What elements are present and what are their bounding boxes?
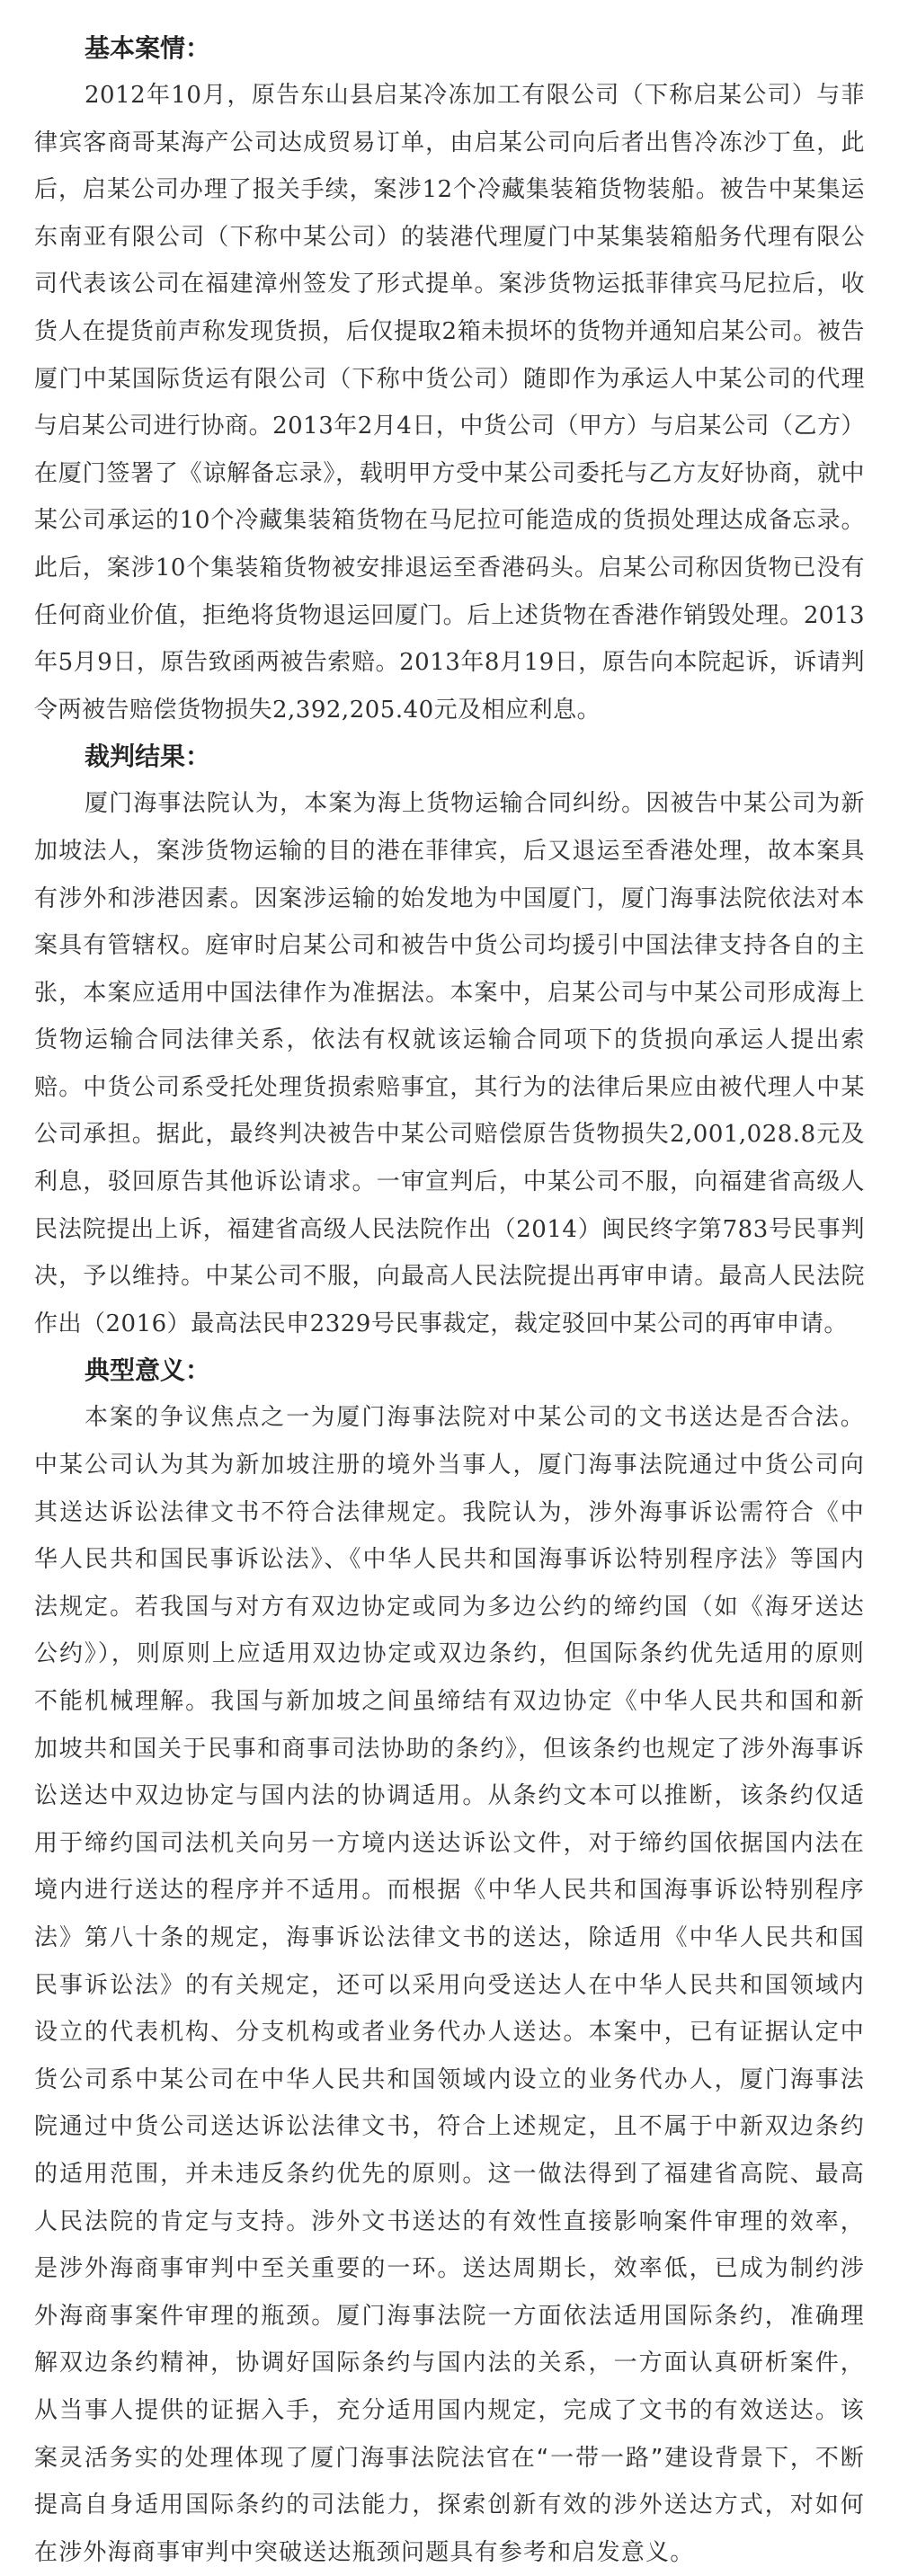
section-text-typical-significance: 本案的争议焦点之一为厦门海事法院对中某公司的文书送达是否合法。中某公司认为其为新加坡注册的境外当事人，厦门海事法院通过中货公司向其送达诉讼法律文书不符合法律规定。我院认为，涉外海事诉讼需符合《中华人民共和国民事诉讼法》、《中华人民共和国海事诉讼特别程序法》等国内法规定。若我国与对方有双边协定或同为多边公约的缔约国（如《海牙送达公约》），则原则上应适用双边协定或双边条约，但国际条约优先适用的原则不能机械理解。我国与新加坡之间虽缔结有双边协定《中华人民共和国和新加坡共和国关于民事和商事司法协助的条约》，但该条约也规定了涉外海事诉讼送达中双边协定与国内法的协调适用。从条约文本可以推断，该条约仅适用于缔约国司法机关向另一方境内送达诉讼文件，对于缔约国依据国内法在境内进行送达的程序并不适用。而根据《中华人民共和国海事诉讼特别程序法》第八十条的规定，海事诉讼法律文书的送达，除适用《中华人民共和国民事诉讼法》的有关规定，还可以采用向受送达人在中华人民共和国领域内设立的代表机构、分支机构或者业务代办人送达。本案中，已有证据认定中货公司系中某公司在中华人民共和国领域内设立的业务代办人，厦门海事法院通过中货公司送达诉讼法律文书，符合上述规定，且不属于中新双边条约的适用范围，并未违反条约优先的原则。这一做法得到了福建省高院、最高人民法院的肯定与支持。涉外文书送达的有效性直接影响案件审理的效率，是涉外海商事审判中至关重要的一环。送达周期长，效率低，已成为制约涉外海商事案件审理的瓶颈。厦门海事法院一方面依法适用国际条约，准确理解双边条约精神，协调好国际条约与国内法的关系，一方面认真研析案件，从当事人提供的证据入手，充分适用国内规定，完成了文书的有效送达。该案灵活务实的处理体现了厦门海事法院法官在“一带一路”建设背景下，不断提高自身适用国际条约的司法能力，探索创新有效的涉外送达方式，对如何在涉外海商事审判中突破送达瓶颈问题具有参考和启发意义。: [34, 1404, 865, 2566]
section-typical-significance: [34, 1347, 865, 2576]
section-text-basic-facts: 2012年10月，原告东山县启某冷冻加工有限公司（下称启某公司）与菲律宾客商哥某海产公司达成贸易订单，由启某公司向后者出售冷冻沙丁鱼，此后，启某公司办理了报关手续，案涉12个冷藏集装箱货物装船。被告中某集运东南亚有限公司（下称中某公司）的装港代理厦门中某集装箱船务代理有限公司代表该公司在福建漳州签发了形式提单。案涉货物运抵菲律宾马尼拉后，收货人在提货前声称发现货损，后仅提取2箱未损坏的货物并通知启某公司。被告厦门中某国际货运有限公司（下称中货公司）随即作为承运人中某公司的代理与启某公司进行协商。2013年2月4日，中货公司（甲方）与启某公司（乙方）在厦门签署了《谅解备忘录》，载明甲方受中某公司委托与乙方友好协商，就中某公司承运的10个冷藏集装箱货物在马尼拉可能造成的货损处理达成备忘录。此后，案涉10个集装箱货物被安排退运至香港码头。启某公司称因货物已没有任何商业价值，拒绝将货物退运回厦门。后上述货物在香港作销毁处理。2013年5月9日，原告致函两被告索赔。2013年8月19日，原告向本院起诉，诉请判令两被告赔偿货物损失2,392,205.40元及相应利息。: [34, 82, 865, 724]
section-heading-typical-significance: 典型意义：: [85, 1355, 211, 1386]
section-text-judgment-result: 厦门海事法院认为，本案为海上货物运输合同纠纷。因被告中某公司为新加坡法人，案涉货物运输的目的港在菲律宾，后又退运至香港处理，故本案具有涉外和涉港因素。因案涉运输的始发地为中国厦门，厦门海事法院依法对本案具有管辖权。庭审时启某公司和被告中货公司均援引中国法律支持各自的主张，本案应适用中国法律作为准据法。本案中，启某公司与中某公司形成海上货物运输合同法律关系，依法有权就该运输合同项下的货损向承运人提出索赔。中货公司系受托处理货损索赔事宜，其行为的法律后果应由被代理人中某公司承担。据此，最终判决被告中某公司赔偿原告货物损失2,001,028.8元及利息，驳回原告其他诉讼请求。一审宣判后，中某公司不服，向福建省高级人民法院提出上诉，福建省高级人民法院作出（2014）闽民终字第783号民事判决，予以维持。中某公司不服，向最高人民法院提出再审申请。最高人民法院作出（2016）最高法民申2329号民事裁定，裁定驳回中某公司的再审申请。: [34, 790, 865, 1337]
section-heading-judgment-result: 裁判结果：: [85, 742, 211, 772]
section-judgment-result: [34, 733, 865, 1347]
section-basic-facts: [34, 25, 865, 733]
section-heading-basic-facts: 基本案情：: [85, 33, 211, 63]
